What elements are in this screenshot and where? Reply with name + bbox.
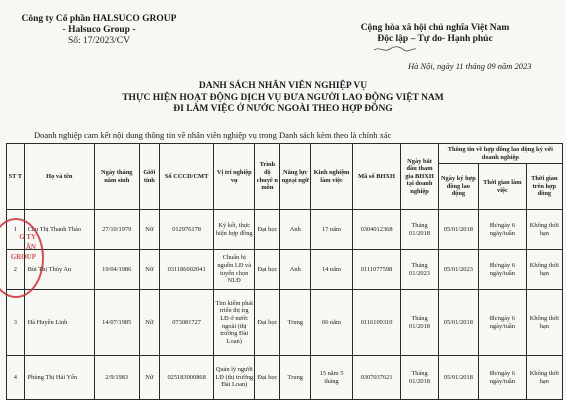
col-contract-group: Thông tin về hợp đồng lao động ký với doanh nghiệp [438,144,562,164]
col-sign-date: Ngày ký hợp đồng lao động [438,164,478,210]
cell-term: Không thời hạn [526,210,562,250]
cell-insurance: 0304012368 [352,210,401,250]
staff-table [6,143,563,400]
header-left [14,14,184,47]
company-group: - Halsuco Group - [62,25,136,35]
cell-stt: 2 [7,250,25,290]
cell-position: Chuẩn bị nguồn LĐ và tuyển chọn NLĐ [214,250,255,290]
col-start: Ngày bắt đầu tham gia BHXH tại doanh nghiệp [401,144,438,210]
cell-dob: 27/10/1979 [94,210,139,250]
cell-gender: Nữ [139,356,160,400]
cell-position: Quản lý người LĐ (thị trường Đài Loan) [214,356,255,400]
cell-gender: Nữ [139,250,160,290]
cell-education: Đại học [255,250,280,290]
cell-id: 012976178 [160,210,214,250]
col-insurance: Mã số BHXH [352,144,401,210]
cell-position: Tìm kiếm phát triển thị trg LĐ ở nước ngoài (thị trường Đài Loan) [214,290,255,356]
col-work-time: Thời gian làm việc [479,164,527,210]
col-language: Năng lực ngoại ngữ [280,144,311,210]
col-gender: Giới tính [139,144,160,210]
national-motto: Độc lập – Tự do- Hạnh phúc [377,34,493,44]
col-stt: ST T [7,144,25,210]
company-name: Công ty Cổ phần HALSUCO GROUP [21,14,177,24]
header-right [330,23,540,45]
cell-stt: 3 [7,290,25,356]
cell-education: Đại học [255,210,280,250]
cell-id: 025183000868 [160,356,214,400]
cell-position: Ký kết, thực hiện hợp đồng [214,210,255,250]
cell-insurance: 0307037621 [352,356,401,400]
cell-work-time: 8h/ngày 6 ngày/tuần [479,210,527,250]
cell-term: Không thời hạn [526,290,562,356]
col-name: Họ và tên [24,144,94,210]
table-row [7,250,563,290]
col-id: Số CCCD/CMT [160,144,214,210]
col-dob: Ngày tháng năm sinh [94,144,139,210]
cell-education: Đại học [255,290,280,356]
cell-language: Anh [280,210,311,250]
cell-dob: 2/9/1983 [94,356,139,400]
cell-work-time: 8h/ngày 6 ngày/tuần [479,250,527,290]
cell-experience: 14 năm [311,250,352,290]
cell-education: Đại học [255,356,280,400]
col-experience: Kinh nghiệm làm việc [311,144,352,210]
cell-insurance: 0111077598 [352,250,401,290]
motto-underline [372,44,418,54]
table-row [7,290,563,356]
cell-term: Không thời hạn [526,356,562,400]
cell-experience: 15 năm 5 tháng [311,356,352,400]
stamp-text-3: GROUP [10,253,36,261]
cell-sign-date: 05/01/2018 [438,210,478,250]
title-line-1: DANH SÁCH NHÂN VIÊN NGHIỆP VỤ [198,81,368,91]
cell-name: Bùi Thị Thúy An [24,250,94,290]
cell-name: Hà Huyền Linh [24,290,94,356]
title-line-3: ĐI LÀM VIỆC Ở NƯỚC NGOÀI THEO HỢP ĐỒNG [173,104,393,114]
cell-start: Tháng 01/2018 [401,210,438,250]
cell-name: Phùng Thị Hải Yến [24,356,94,400]
table-row [7,210,563,250]
cell-language: Trung [280,290,311,356]
cell-gender: Nữ [139,210,160,250]
document-date: Hà Nội, ngày 11 tháng 09 năm 2023 [408,61,532,71]
cell-stt: 1 [7,210,25,250]
document-title [0,81,566,116]
cell-language: Trung [280,356,311,400]
cell-dob: 19/04/1986 [94,250,139,290]
col-position: Vị trí nghiệp vụ [214,144,255,210]
cell-experience: 17 năm [311,210,352,250]
cell-gender: Nữ [139,290,160,356]
cell-stt: 4 [7,356,25,400]
cell-id: 031186002041 [160,250,214,290]
cell-sign-date: 05/01/2018 [438,290,478,356]
cell-term: Không thời hạn [526,250,562,290]
cell-work-time: 8h/ngày 6 ngày/tuần [479,290,527,356]
stamp-text-1: G TY [19,233,36,241]
cell-start: Tháng 01/2018 [401,356,438,400]
cell-start: Tháng 01/2023 [401,250,438,290]
cell-sign-date: 05/01/2023 [438,250,478,290]
commitment-statement: Doanh nghiệp cam kết nội dung thông tin về nhân viên nghiệp vụ trong Danh sách kèm theo là chính xác [34,130,392,140]
cell-start: Tháng 01/2018 [401,290,438,356]
col-term: Thời gian trên hợp đồng [526,164,562,210]
cell-sign-date: 05/01/2018 [438,356,478,400]
document-number: Số: 17/2023/CV [67,36,131,46]
col-education: Trình độ chuyê n môn [255,144,280,210]
cell-id: 073081727 [160,290,214,356]
title-line-2: THỰC HIỆN HOẠT ĐỘNG DỊCH VỤ ĐƯA NGƯỜI LAO ĐỘNG VIỆT NAM [122,92,444,103]
cell-insurance: 0116109310 [352,290,401,356]
cell-experience: 06 năm [311,290,352,356]
cell-name: Chu Thị Thanh Thảo [24,210,94,250]
table-row [7,356,563,400]
cell-language: Anh [280,250,311,290]
republic-name: Cộng hòa xã hội chủ nghĩa Việt Nam [360,23,510,33]
stamp-text-2: ẦN [25,243,36,251]
cell-dob: 14/07/1985 [94,290,139,356]
cell-work-time: 8h/ngày 6 ngày/tuần [479,356,527,400]
